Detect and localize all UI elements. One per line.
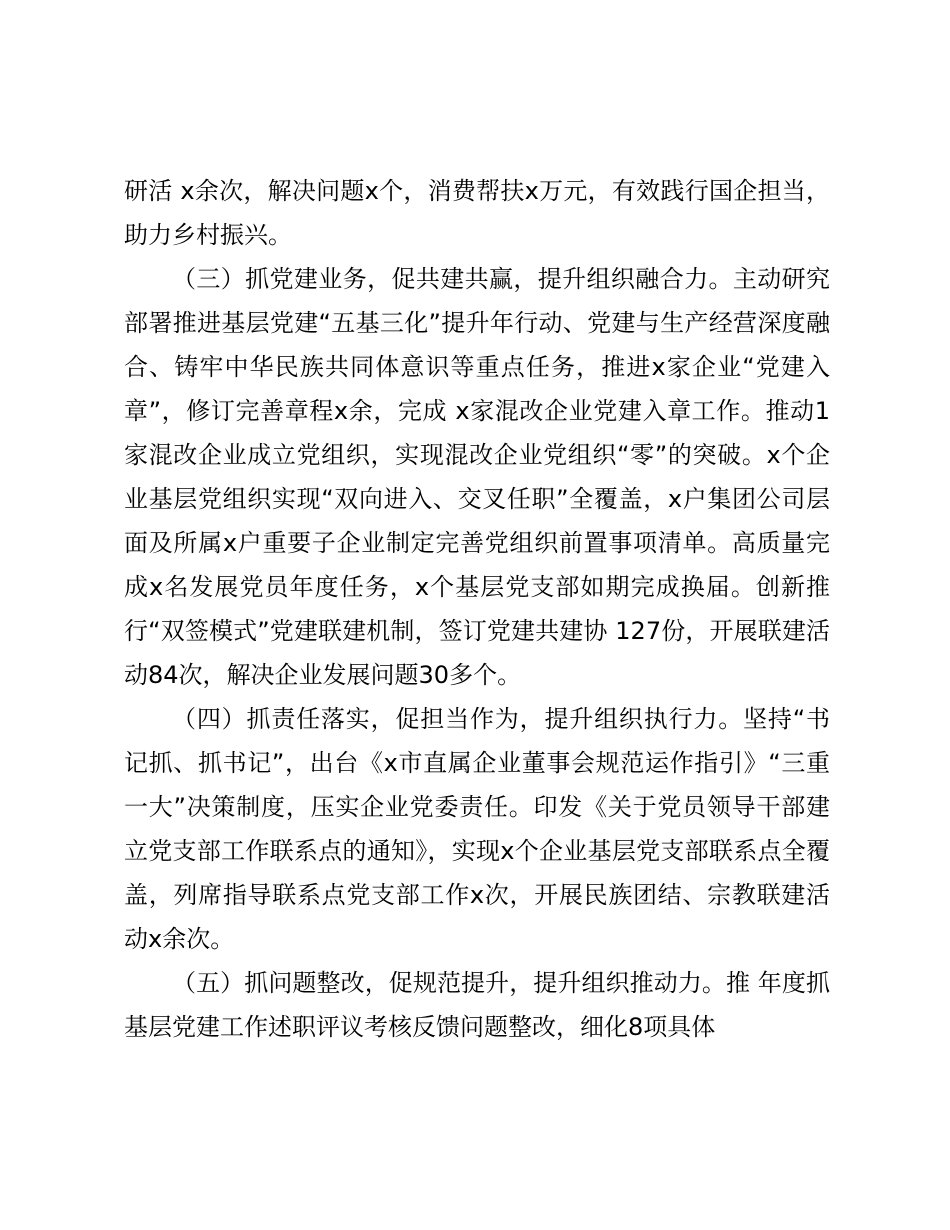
paragraph-section-3: （三）抓党建业务，促共建共赢，提升组织融合力。主动研究部署推进基层党建“五基三化”提升年行动、党建与生产经营深度融合、铸牢中华民族共同体意识等重点任务，推进x家企业“党建入章”，修订完善章程x余，完成 x家混改企业党建入章工作。推动1家混改企业成立党组织，实现混改企业党组织“零”的突破。x个企业基层党组织实现“双向进入、交叉任职”全覆盖，x户集团公司层面及所属x户重要子企业制定完善党组织前置事项清单。高质量完成x名发展党员年度任务，x个基层党支部如期完成换届。创新推行“双签模式”党建联建机制，签订党建共建协 127份，开展联建活动84次，解决企业发展问题30多个。	[124, 265, 830, 689]
paragraph-section-4: （四）抓责任落实，促担当作为，提升组织执行力。坚持“书记抓、抓书记”，出台《x市直属企业董事会规范运作指引》“三重一大”决策制度，压实企业党委责任。印发《关于党员领导干部建立党支部工作联系点的通知》，实现x个企业基层党支部联系点全覆盖，列席指导联系点党支部工作x次，开展民族团结、宗教联建活动x余次。	[124, 705, 830, 953]
document-body	[124, 169, 830, 1049]
paragraph-continuation: 研活 x余次，解决问题x个，消费帮扶x万元，有效践行国企担当，助力乡村振兴。	[124, 177, 830, 249]
paragraph-section-5: （五）抓问题整改，促规范提升，提升组织推动力。推 年度抓基层党建工作述职评议考核反馈问题整改，细化8项具体	[124, 969, 830, 1041]
